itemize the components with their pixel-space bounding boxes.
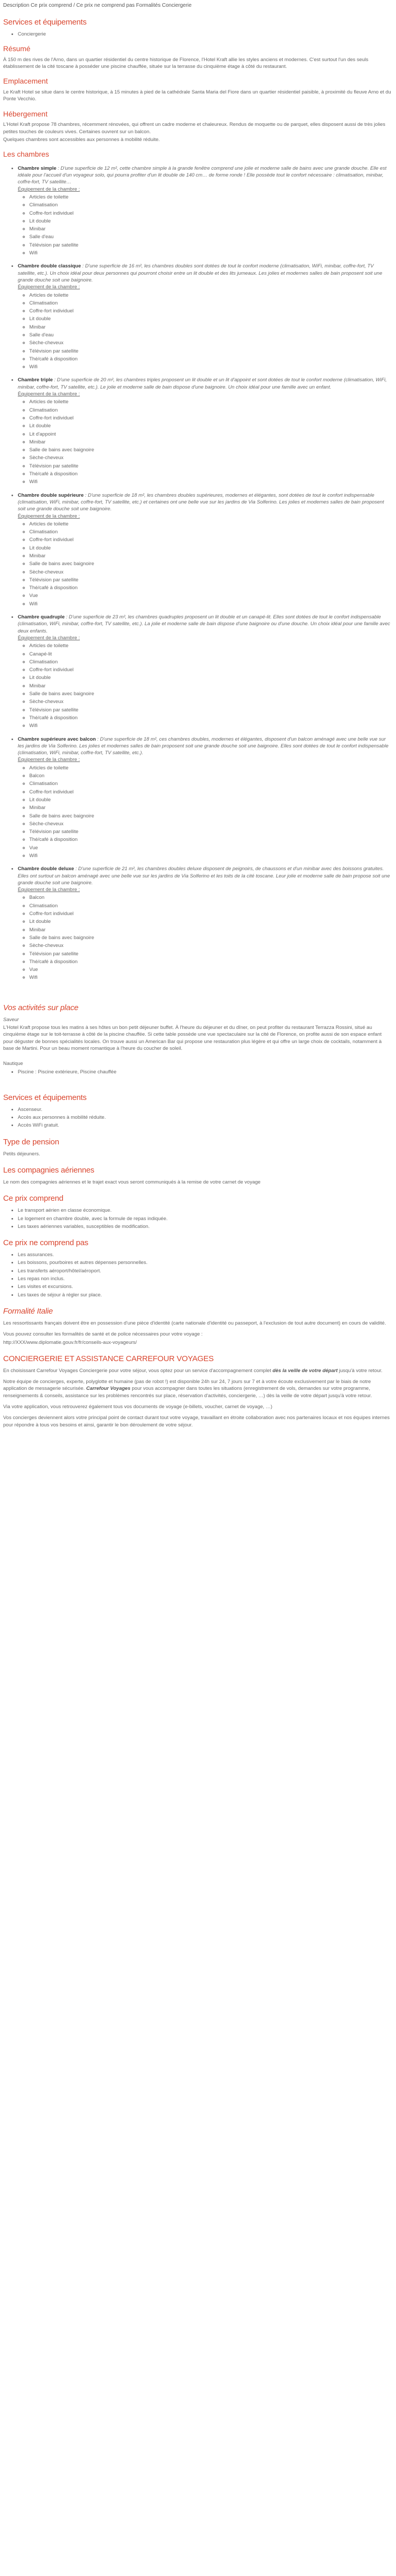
equipment-item: ◦ Minibar (29, 226, 393, 232)
equipment-item: ◦ Télévision par satellite (29, 348, 393, 355)
equipment-item: ◦ Vue (29, 966, 393, 973)
services-equipements-list (3, 1106, 393, 1129)
equipment-item: ◦ Lit double (29, 674, 393, 681)
emplacement-text: Le Kraft Hotel se situe dans le centre historique, à 15 minutes à pied de la cathédrale Santa Maria del Fiore dans un quartier résidentiel paisible, à proximité du fleuve Arno et du Ponte Vecchio. (3, 89, 391, 102)
equipment-label: Équipement de la chambre : (18, 284, 80, 290)
nautique-list (3, 1069, 393, 1075)
conciergerie-heading: CONCIERGERIE ET ASSISTANCE CARREFOUR VOYAGES (3, 1354, 214, 1363)
equipment-item: ◦ Articles de toilette (29, 642, 393, 649)
chambres-heading: Les chambres (3, 150, 49, 159)
equipment-item: ◦ Sèche-cheveux (29, 821, 393, 827)
equipment-item: ◦ Wifi (29, 478, 393, 485)
formalite-text: Les ressortissants français doivent être en possession d'une pièce d'identité (carte nationale d'identité ou passeport, à l'exclusion de tout autre document) en cours de validité. (3, 1320, 386, 1326)
room-item (18, 736, 393, 860)
room-name: Chambre triple (18, 377, 53, 383)
equipment-item: ◦ Articles de toilette (29, 292, 393, 299)
equipment-item: ◦ Thé/café à disposition (29, 715, 393, 721)
top-description: Description Ce prix comprend / Ce prix ne comprend pas Formalités Conciergerie (3, 3, 192, 8)
room-desc-text: : D'une superficie de 12 m², cette chambre simple à la grande fenêtre comprend une jolie et moderne salle de bains avec une grande douche. Elle est idéale pour l'accueil d'un voyageur solo, qui pourra profiter d'un lit double de 140 cm… de forme ronde ! Elle possède tout le confort nécessaire : climatisation, minibar, coffre-fort, TV satellite… (18, 165, 387, 185)
equipment-item: ◦ Articles de toilette (29, 194, 393, 201)
room-description (18, 377, 393, 391)
equipment-label: Équipement de la chambre : (18, 635, 80, 641)
equipment-item: ◦ Climatisation (29, 659, 393, 665)
conciergerie-intro: En choisissant Carrefour Voyages Conciergerie pour votre séjour, vous optez pour un service d'accompagnement complet dès la veille de votre départ jusqu'à votre retour. (3, 1367, 383, 1374)
room-name: Chambre double classique (18, 263, 81, 270)
equipment-item: ◦ Minibar (29, 927, 393, 933)
list-item: • Piscine : Piscine extérieure, Piscine chauffée (18, 1069, 393, 1075)
equipment-list (18, 894, 393, 981)
equipment-item: ◦ Thé/café à disposition (29, 356, 393, 362)
equipment-item: ◦ Salle d'eau (29, 233, 393, 240)
list-item: • Conciergerie (18, 31, 393, 38)
equipment-item: ◦ Coffre-fort individuel (29, 308, 393, 314)
emplacement-heading: Emplacement (3, 77, 48, 86)
room-description (18, 263, 393, 284)
prix-ne-comprend-heading: Ce prix ne comprend pas (3, 1238, 88, 1248)
equipment-item: ◦ Articles de toilette (29, 521, 393, 528)
equipment-item: ◦ Lit double (29, 918, 393, 925)
conciergerie-contact-text: Vos concierges deviennent alors votre principal point de contact durant tout votre voyage, travaillant en étroite collaboration avec nos partenaires locaux et nos équipes internes pour répondre à tous vos besoins et ainsi, garantir le bon déroulement de votre séjour. (3, 1415, 390, 1428)
list-item: • Le transport aérien en classe économique. (18, 1207, 393, 1214)
formalite-link[interactable]: http://XXX/www.diplomatie.gouv.fr/fr/conseils-aux-voyageurs/ (3, 1339, 137, 1345)
formalite-heading: Formalité Italie (3, 1306, 53, 1316)
saveur-label: Saveur (3, 1016, 19, 1023)
equipment-item: ◦ Lit double (29, 315, 393, 322)
equipment-item: ◦ Thé/café à disposition (29, 584, 393, 591)
equipment-item: ◦ Articles de toilette (29, 765, 393, 771)
equipment-item: ◦ Minibar (29, 324, 393, 331)
equipment-item: ◦ Balcon (29, 894, 393, 901)
equipment-item: ◦ Salle d'eau (29, 332, 393, 338)
equipment-item: ◦ Climatisation (29, 529, 393, 535)
equipment-label: Équipement de la chambre : (18, 186, 80, 192)
equipment-item: ◦ Thé/café à disposition (29, 836, 393, 843)
equipment-item: ◦ Lit double (29, 218, 393, 225)
room-description (18, 492, 393, 513)
equipment-list (18, 521, 393, 607)
equipment-item: ◦ Télévision par satellite (29, 951, 393, 957)
room-desc-text: : D'une superficie de 18 m², les chambres doubles supérieures, modernes et élégantes, sont dotées de tout le confort indispensable (climatisation, WiFi, minibar, coffre-fort, TV satellite, etc.) et certaines ont une belle vue sur les jardins de Via Solferino. Les jolies et modernes salles de bain proposent soit une grande douche soit une baignoire. (18, 492, 384, 512)
room-desc-text: : D'une superficie de 21 m², les chambres doubles deluxe disposent de peignoirs, de chaussons et d'un minibar avec des boissons gratuites. Elles ont surtout un balcon aménagé avec une belle vue sur les jardins de Via Solferino et les toits de la cité toscane. Leur jolie et moderne salle de bain propose soit une grande douche soit une baignoire. (18, 866, 390, 886)
equipment-item: ◦ Climatisation (29, 407, 393, 414)
equipment-item: ◦ Climatisation (29, 780, 393, 787)
equipment-item: ◦ Minibar (29, 439, 393, 446)
pension-text: Petits déjeuners. (3, 1151, 40, 1157)
services-heading: Services et équipements (3, 18, 87, 27)
nautique-label: Nautique (3, 1061, 24, 1067)
equipment-item: ◦ Salle de bains avec baignoire (29, 447, 393, 453)
equipment-item: ◦ Salle de bains avec baignoire (29, 690, 393, 697)
equipment-item: ◦ Wifi (29, 364, 393, 370)
equipment-item: ◦ Wifi (29, 601, 393, 607)
list-item: • Les transferts aéroport/hôtel/aéroport. (18, 1268, 393, 1274)
room-description (18, 736, 393, 757)
equipment-item: ◦ Lit d'appoint (29, 431, 393, 438)
list-item: • Les repas non inclus. (18, 1275, 393, 1282)
equipment-item: ◦ Télévision par satellite (29, 577, 393, 583)
equipment-item: ◦ Sèche-cheveux (29, 454, 393, 461)
conciergerie-intro-emphasis: dès la veille de votre départ (272, 1367, 338, 1374)
equipment-item: ◦ Coffre-fort individuel (29, 666, 393, 673)
equipment-item: ◦ Coffre-fort individuel (29, 210, 393, 217)
room-name: Chambre quadruple (18, 614, 65, 620)
room-name: Chambre supérieure avec balcon (18, 736, 96, 742)
conciergerie-brand: Carrefour Voyages (86, 1386, 131, 1392)
list-item: • Les taxes aériennes variables, susceptibles de modification. (18, 1223, 393, 1230)
list-item: • Les visites et excursions. (18, 1283, 393, 1290)
list-item: • Les taxes de séjour à régler sur place. (18, 1292, 393, 1298)
equipment-item: ◦ Minibar (29, 804, 393, 811)
equipment-item: ◦ Articles de toilette (29, 399, 393, 405)
room-name: Chambre double supérieure (18, 492, 84, 498)
pension-heading: Type de pension (3, 1137, 60, 1146)
equipment-item: ◦ Télévision par satellite (29, 242, 393, 249)
equipment-item: ◦ Sèche-cheveux (29, 339, 393, 346)
equipment-item: ◦ Sèche-cheveux (29, 942, 393, 949)
room-description (18, 614, 393, 635)
equipment-item: ◦ Minibar (29, 553, 393, 559)
equipment-item: ◦ Coffre-fort individuel (29, 910, 393, 917)
equipment-item: ◦ Balcon (29, 772, 393, 779)
equipment-label: Équipement de la chambre : (18, 513, 80, 519)
prix-ne-comprend-list (3, 1251, 393, 1298)
equipment-item: ◦ Wifi (29, 722, 393, 729)
equipment-item: ◦ Coffre-fort individuel (29, 415, 393, 421)
equipment-item: ◦ Wifi (29, 852, 393, 859)
room-item (18, 377, 393, 485)
equipment-item: ◦ Lit double (29, 797, 393, 803)
equipment-item: ◦ Télévision par satellite (29, 828, 393, 835)
equipment-label: Équipement de la chambre : (18, 887, 80, 893)
equipment-item: ◦ Lit double (29, 545, 393, 552)
room-name: Chambre simple (18, 165, 56, 171)
resume-text: À 150 m des rives de l'Arno, dans un quartier résidentiel du centre historique de Florence, l'Hotel Kraft allie les styles anciens et modernes. C'est surtout l'un des seuls établissement de la cité toscane à posséder une piscine chauffée, située sur la terrasse du cinquième étage à côté du restaurant. (3, 56, 369, 70)
activites-heading: Vos activités sur place (3, 1003, 79, 1012)
equipment-label: Équipement de la chambre : (18, 391, 80, 397)
equipment-item: ◦ Salle de bains avec baignoire (29, 934, 393, 941)
room-desc-text: : D'une superficie de 18 m², ces chambres doubles, modernes et élégantes, disposent d'un balcon aménagé avec une belle vue sur les jardins de Via Solferino. Les jolies et modernes salles de bain proposent soit une grande douche soit une baignoire. Elles sont dotées de tout le confort indispensable (climatisation, WiFi, minibar, coffre-fort, TV satellite, etc.). (18, 736, 389, 756)
equipment-item: ◦ Salle de bains avec baignoire (29, 560, 393, 567)
list-item: • Ascenseur. (18, 1106, 393, 1113)
list-item: • Accès aux personnes à mobilité réduite. (18, 1114, 393, 1121)
room-item (18, 492, 393, 607)
room-item (18, 865, 393, 981)
equipment-item: ◦ Sèche-cheveux (29, 569, 393, 576)
list-item: • Le logement en chambre double, avec la formule de repas indiquée. (18, 1215, 393, 1222)
compagnies-text: Le nom des compagnies aériennes et le trajet exact vous seront communiqués à la remise de votre carnet de voyage (3, 1179, 261, 1185)
resume-heading: Résumé (3, 44, 31, 53)
equipment-list (18, 765, 393, 860)
conciergerie-team-text: Notre équipe de concierges, experte, polyglotte et humaine (pas de robot !) est disponible 24h sur 24, 7 jours sur 7 et à votre écoute exclusivement par le biais de notre application de messagerie sécurisée. Carrefour Voyages pour vous accompagner dans toutes les situations (enregistrement de vols, demandes sur votre programme, renseignements & conseils, assistance sur les problèmes rencontrés sur place, réservation d'activités, conciergerie, …) dès la veille de votre départ jusqu'à votre retour. (3, 1379, 372, 1399)
equipment-label: Équipement de la chambre : (18, 757, 80, 763)
equipment-item: ◦ Sèche-cheveux (29, 698, 393, 705)
equipment-item: ◦ Climatisation (29, 300, 393, 307)
room-item (18, 263, 393, 370)
equipment-list (18, 399, 393, 485)
equipment-item: ◦ Coffre-fort individuel (29, 789, 393, 795)
prix-comprend-heading: Ce prix comprend (3, 1194, 64, 1203)
equipment-item: ◦ Wifi (29, 974, 393, 981)
list-item: • Les assurances. (18, 1251, 393, 1258)
room-item (18, 614, 393, 729)
equipment-item: ◦ Canapé-lit (29, 651, 393, 658)
list-item: • Les boissons, pourboires et autres dépenses personnelles. (18, 1259, 393, 1266)
services-list (3, 31, 393, 38)
room-item (18, 165, 393, 257)
equipment-item: ◦ Coffre-fort individuel (29, 536, 393, 543)
equipment-list (18, 292, 393, 371)
room-description (18, 865, 393, 886)
equipment-list (18, 194, 393, 256)
equipment-item: ◦ Minibar (29, 683, 393, 689)
rooms-list (3, 165, 393, 981)
equipment-item: ◦ Salle de bains avec baignoire (29, 813, 393, 819)
formalite-sante-text: Vous pouvez consulter les formalités de santé et de police nécessaires pour votre voyage : (3, 1331, 203, 1338)
room-name: Chambre double deluxe (18, 866, 74, 872)
equipment-item: ◦ Télévision par satellite (29, 463, 393, 470)
saveur-text: L'Hotel Kraft propose tous les matins à ses hôtes un bon petit déjeuner buffet. À l'heure du déjeuner et du dîner, on peut profiter du restaurant Terrazza Rossini, situé au cinquième étage sur le toit-terrasse à côté de la piscine chauffée. Si cette table possède une vue spectaculaire sur la cité de Florence, on profite aussi de son espace enfant pour déguster de bonnes spécialités locales. On trouve aussi un American Bar qui propose une restauration plus légère et qui offre un large choix de cocktails, notamment à base de Martini. Pour un beau moment romantique à l'heure du coucher de soleil. (3, 1025, 382, 1051)
equipment-item: ◦ Vue (29, 592, 393, 599)
equipment-item: ◦ Vue (29, 845, 393, 851)
hebergement-accessibility: Quelques chambres sont accessibles aux personnes à mobilité réduite. (3, 136, 160, 143)
equipment-item: ◦ Thé/café à disposition (29, 471, 393, 477)
hebergement-heading: Hébergement (3, 109, 48, 118)
room-desc-text: : D'une superficie de 16 m², les chambres doubles sont dotées de tout le confort moderne (climatisation, WiFi, minibar, coffre-fort, TV satellite, etc.). Un choix idéal pour deux personnes qui pourront choisir entre un lit double et des lits jumeaux. Les jolies et modernes salles de bain proposent soit une grande douche soit une baignoire. (18, 263, 382, 283)
equipment-item: ◦ Lit double (29, 423, 393, 429)
equipment-list (18, 642, 393, 729)
room-desc-text: : D'une superficie de 23 m², les chambres quadruples proposent un lit double et un canapé-lit. Elles sont dotées de tout le confort indispensable (climatisation, WiFi, minibar, coffre-fort, TV satellite, etc.). La jolie et moderne salle de bain dispose d'une baignoire ou d'une douche. Un choix idéal pour une famille avec deux enfants. (18, 614, 390, 634)
room-desc-text: : D'une superficie de 20 m², les chambres triples proposent un lit double et un lit d'appoint et sont dotées de tout le confort moderne (climatisation, WiFi, minibar, coffre-fort, TV satellite, etc.). Le jolie et moderne salle de bain dispose d'une baignoire. Un choix idéal pour une famille avec un enfant. (18, 377, 387, 390)
room-description (18, 165, 393, 186)
equipment-item: ◦ Climatisation (29, 202, 393, 208)
hebergement-text: L'Hotel Kraft propose 78 chambres, récemment rénovées, qui offrent un cadre moderne et chaleureux. Rendus de moquette ou de parquet, elles disposent aussi de très jolies petites touches de couleurs vives. Certaines ouvrent sur un balcon. (3, 122, 386, 135)
list-item: • Accès WiFi gratuit. (18, 1122, 393, 1129)
compagnies-heading: Les compagnies aériennes (3, 1166, 95, 1175)
conciergerie-documents-text: Via votre application, vous retrouverez également tous vos documents de voyage (e-billets, voucher, carnet de voyage, …) (3, 1404, 273, 1410)
prix-comprend-list (3, 1207, 393, 1230)
equipment-item: ◦ Thé/café à disposition (29, 958, 393, 965)
equipment-item: ◦ Climatisation (29, 903, 393, 909)
services-equipements-heading: Services et équipements (3, 1093, 87, 1102)
equipment-item: ◦ Wifi (29, 250, 393, 256)
equipment-item: ◦ Télévision par satellite (29, 707, 393, 713)
